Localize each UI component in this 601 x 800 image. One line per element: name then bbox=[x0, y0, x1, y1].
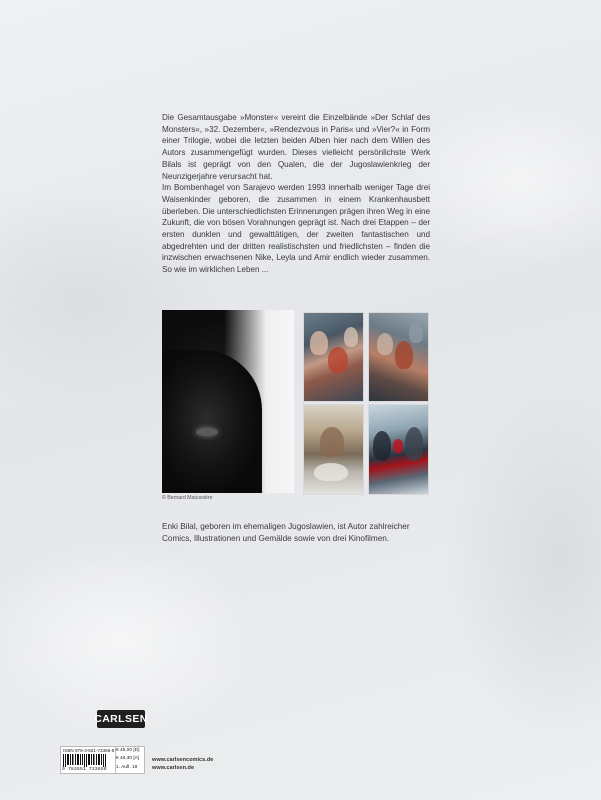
author-photo bbox=[162, 310, 294, 493]
url-carlsen[interactable]: www.carlsen.de bbox=[152, 765, 195, 771]
price-de: € 45,00 [D] bbox=[116, 748, 140, 753]
publisher-logo-text: CARLSEN bbox=[94, 713, 148, 725]
photo-eye bbox=[196, 428, 218, 436]
author-bio: Enki Bilal, geboren im ehemaligen Jugoslawien, ist Autor zahlreicher Comics, Illustrationen und Gemälde sowie von drei Kinofilmen. bbox=[162, 522, 410, 543]
price-at: € 46,30 [A] bbox=[116, 756, 140, 761]
price-info bbox=[116, 746, 145, 774]
book-blurb bbox=[162, 112, 430, 276]
isbn-text: ISBN 978-3-551-73365-8 bbox=[63, 748, 115, 753]
comic-panel-2 bbox=[368, 312, 429, 402]
photo-credit: © Bernard Matussière bbox=[162, 495, 213, 501]
publisher-logo bbox=[94, 710, 148, 728]
barcode-digits: 9 783551 733658 bbox=[62, 767, 107, 772]
comic-panel-4 bbox=[368, 404, 429, 495]
barcode-icon bbox=[63, 754, 107, 767]
blurb-paragraph-1: Die Gesamtausgabe »Monster« vereint die Einzelbände »Der Schlaf des Monsters«, »32. Dezember«, »Rendezvous in Paris« und »Vier?« in Form einer Trilogie, wobei die letzten beiden Alben hier nach dem Willen des Autors zusammengefügt wurden. Dieses vielleicht persönlichste Werk Bilals ist geprägt von den Qualen, die der Jugoslawienkrieg der Neunzigerjahre verursacht hat. bbox=[162, 113, 430, 181]
photo-face-shadow bbox=[162, 350, 262, 493]
publisher-urls bbox=[152, 756, 213, 772]
comic-panel-1 bbox=[303, 312, 364, 402]
barcode-box bbox=[60, 746, 116, 774]
edition-info: 1. Aufl. 19 bbox=[116, 765, 138, 770]
url-carlsencomics[interactable]: www.carlsencomics.de bbox=[152, 757, 214, 763]
blurb-paragraph-2: Im Bombenhagel von Sarajevo werden 1993 innerhalb weniger Tage drei Waisenkinder geboren, die zusammen in einem Krankenhausbett überleben. Die unterschiedlichsten Erinnerungen prägen ihren Weg in eine Zukunft, die von bösen Vorahnungen geprägt ist. Nach drei Etappen – der ersten dunklen und gewalttätigen, der zweiten fantastischen und abgedrehten und der dritten realistischsten und friedlichsten – finden die inzwischen erwachsenen Nike, Leyla und Amir endlich wieder zusammen. So wie im wirklichen Leben ... bbox=[162, 183, 430, 275]
comic-panel-3 bbox=[303, 404, 364, 495]
